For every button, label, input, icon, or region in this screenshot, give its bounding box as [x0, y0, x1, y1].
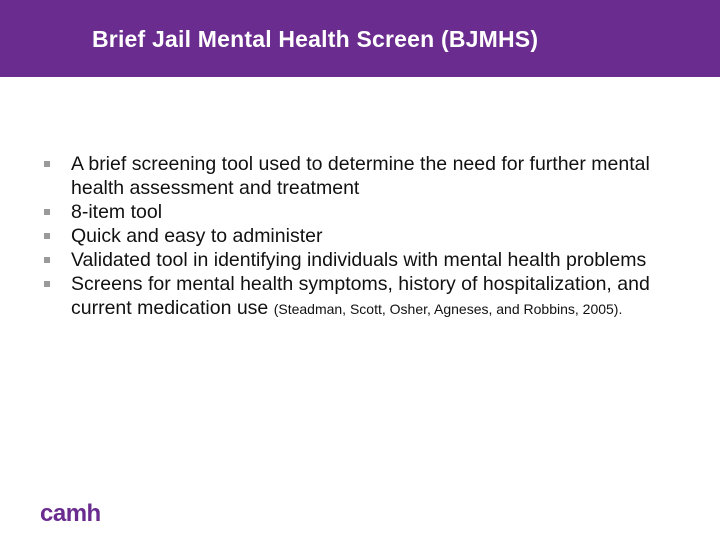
- square-bullet-icon: [44, 281, 50, 287]
- square-bullet-icon: [44, 209, 50, 215]
- camh-logo: camh: [40, 500, 101, 527]
- bullet-item: [42, 152, 692, 200]
- square-bullet-icon: [44, 161, 50, 167]
- bullet-item: [42, 248, 692, 272]
- bullet-item: [42, 272, 692, 321]
- bullet-text: Screens for mental health symptoms, history of hospitalization, and current medication use: [71, 273, 650, 319]
- bullet-text: 8-item tool: [71, 201, 163, 223]
- citation-text: (Steadman, Scott, Osher, Agneses, and Robbins, 2005).: [273, 301, 623, 317]
- slide-title: Brief Jail Mental Health Screen (BJMHS): [92, 26, 539, 52]
- title-bar: [0, 0, 720, 77]
- bullet-list: [42, 152, 692, 321]
- bullet-text: A brief screening tool used to determine the need for further mental health assessment and treatment: [71, 153, 650, 199]
- bullet-item: [42, 200, 692, 224]
- square-bullet-icon: [44, 257, 50, 263]
- bullet-text: Validated tool in identifying individuals with mental health problems: [71, 249, 647, 271]
- square-bullet-icon: [44, 233, 50, 239]
- bullet-item: [42, 224, 692, 248]
- bullet-text: Quick and easy to administer: [71, 225, 323, 247]
